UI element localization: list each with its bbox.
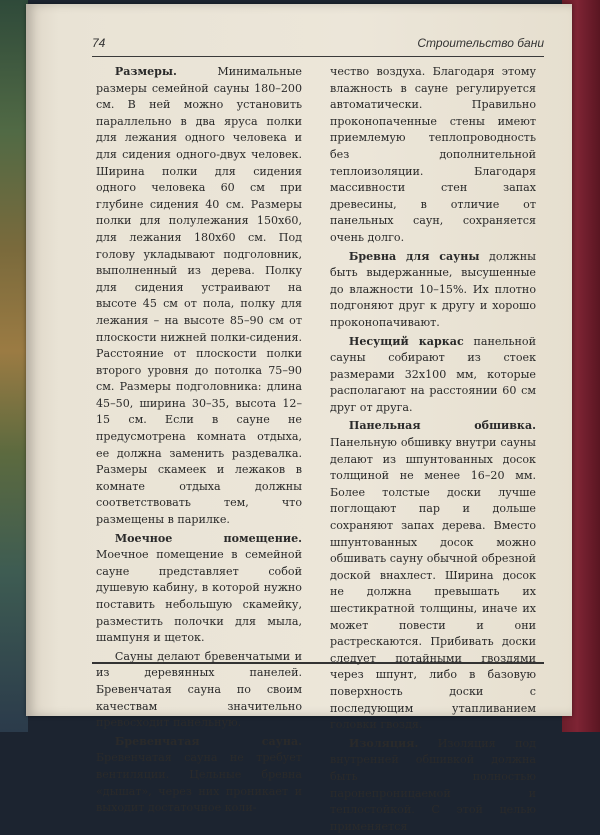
paragraph-sauna-types	[96, 649, 302, 732]
paragraph-text: чество воздуха. Благодаря этому влажность в сауне регулируется автоматически. Правильно проконопаченные стены имеют приемлемую теплопроводность без дополнительной теплоизоляции. Благодаря массивности стен запах древесины, в отличие от панельных саун, сохраняется очень долго.	[330, 65, 536, 244]
paragraph-term: Несущий каркас	[348, 334, 464, 348]
paragraph-frame	[330, 334, 536, 417]
paragraph-term: Бревенчатая сауна.	[114, 734, 302, 748]
paragraph-insulation	[330, 736, 536, 835]
paragraph-logs	[330, 249, 536, 332]
text-column-left	[96, 64, 302, 817]
paragraph-washroom	[96, 531, 302, 647]
paragraph-text: Бревенчатая сауна не требует вентиляции. Цельные бревна «дышат», через них проникает и выходит достаточное коли-	[96, 751, 302, 815]
paragraph-text: панельной сауны собирают из стоек размерами 32х100 мм, которые располагают на расстоянии 60 см друг от друга.	[330, 334, 536, 414]
running-title: Строительство бани	[417, 36, 544, 50]
paragraph-text: должны быть выдержанные, высушенные до влажности 10–15%. Их плотно подгоняют друг к другу и хорошо проконопачивают.	[330, 249, 537, 329]
paragraph-term: Моечное помещение.	[114, 531, 302, 545]
paragraph-panel-lining	[330, 418, 536, 733]
paragraph-sizes	[96, 64, 302, 529]
paragraph-text: Сауны делают бревенчатыми и из деревянных панелей. Бревенчатая сауна по своим качествам значительно превосходит панельную.	[96, 649, 302, 730]
paragraph-text: Минимальные размеры семейной сауны 180–200 см. В ней можно установить параллельно в два яруса полки для лежания одного человека и для сидения одного-двух человек. Ширина полки для сидения одного человека 60 см при глубине сидения 40 см. Размеры полки для полулежания 150х60, для лежания 180х60 см. Под голову укладывают подголовник, выполненный из дерева. Полку для сидения устраивают на высоте 45 см от пола, полку для лежания – на высоте 85–90 см от плоскости нижней полки-сидения. Расстояние от плоскости полки второго уровня до потолка 75–90 см. Размеры подголовника: длина 45–50, ширина 30–35, высота 12–15 см. Если в сауне не предусмотрена комната отдыха, ее должна заменить раздевалка. Размеры скамеек и лежаков в комнате отдыха должны соответствовать тем, что размещены в парилке.	[96, 65, 302, 527]
page-header	[92, 34, 544, 57]
paragraph-term: Панельная обшивка.	[348, 419, 536, 433]
paragraph-term: Размеры.	[114, 65, 177, 78]
paragraph-log-sauna	[96, 734, 302, 817]
paragraph-term: Бревна для сауны	[348, 249, 480, 263]
paragraph-text: Моечное помещение в семейной сауне представляет собой душевую кабину, в которой нужно поставить небольшую скамейку, разместить полочки для мыла, шампуня и щеток.	[96, 548, 302, 645]
left-page-edge-photo	[0, 0, 28, 732]
paragraph-continuation	[330, 64, 536, 247]
page-number: 74	[92, 36, 106, 50]
paragraph-text: Изоляция под внутренней обшивкой должна быть полностью паронепроницаемой и теплостойкой. С этой целью применяется	[330, 736, 536, 833]
paragraph-text: Панельную обшивку внутри сауны делают из шпунтованных досок толщиной не менее 16–20 мм. Более толстые доски лучше поглощают пар и дольше сохраняют запах дерева. Вместо шпунтованных досок можно обшивать сауну обычной обрезной доской внахлест. Ширина досок не должна превышать их шестикратной толщины, иначе их может повести и они растрескаются. Прибивать доски следует потайными гвоздями через шпунт, либо в базовую поверхность доски с последующим утапливанием головки гвоздя.	[330, 436, 536, 732]
text-column-right	[330, 64, 536, 835]
paragraph-term: Изоляция.	[348, 736, 419, 750]
